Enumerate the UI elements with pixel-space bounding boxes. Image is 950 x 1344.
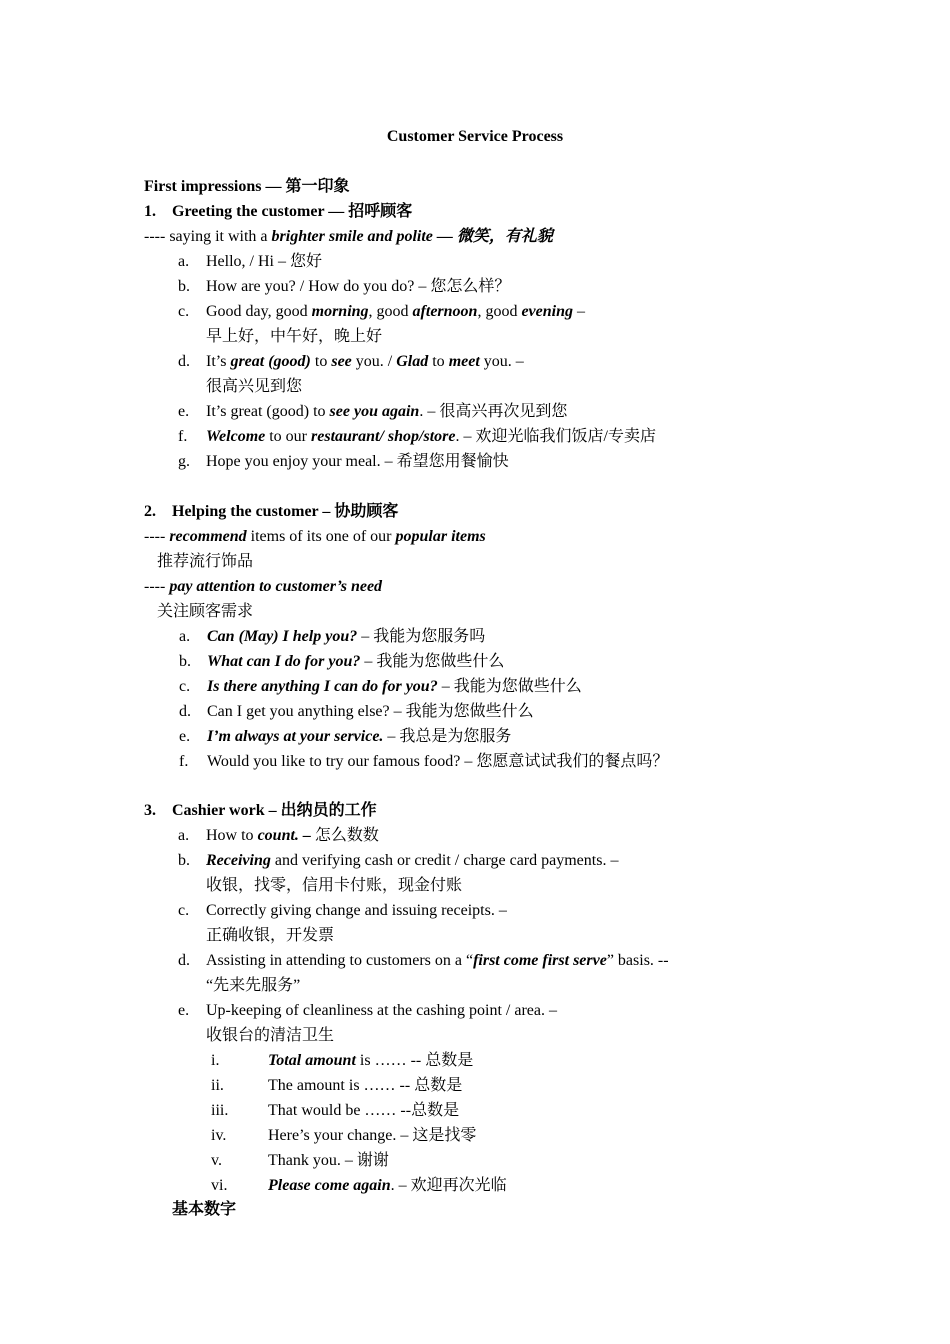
list-item-translation: 收银，找零，信用卡付账，现金付账 [206,877,463,894]
list-item-translation: 早上好，中午好，晚上好 [206,328,383,345]
list-marker: a. [178,253,190,270]
list-item: How to count. – 怎么数数 [206,827,379,844]
list-item: Assisting in attending to customers on a “first come first serve” basis. -- [206,952,669,969]
list-item: Can I get you anything else? – 我能为您做些什么 [207,703,534,720]
list-item: Welcome to our restaurant/ shop/store. – 欢迎光临我们饭店/专卖店 [206,428,656,445]
sublist-item: Total amount is …… -- 总数是 [268,1052,474,1069]
list-marker: g. [178,453,190,470]
list-item: Can (May) I help you? – 我能为您服务吗 [207,628,486,645]
sublist-marker: v. [211,1152,222,1169]
section-heading: First impressions — 第一印象 [144,178,350,195]
sublist-item: That would be …… --总数是 [268,1102,460,1119]
list-item: It’s great (good) to see you. / Glad to meet you. – [206,353,524,370]
list-marker: b. [178,852,190,869]
list-item: What can I do for you? – 我能为您做些什么 [207,653,505,670]
document-title: Customer Service Process [386,128,564,145]
sublist-item: Thank you. – 谢谢 [268,1152,389,1169]
sublist-marker: iii. [211,1102,229,1119]
lead-line: ---- recommend items of its one of our popular items [144,528,486,545]
list-marker: b. [178,278,190,295]
list-item: Would you like to try our famous food? – 您愿意试试我们的餐点吗？ [207,753,669,770]
list-marker: c. [179,678,191,695]
list-item: Is there anything I can do for you? – 我能为您做些什么 [207,678,582,695]
list-marker: d. [178,952,190,969]
footer-heading: 基本数字 [172,1201,237,1218]
list-marker: e. [179,728,191,745]
lead-translation: 推荐流行饰品 [157,553,254,570]
list-item: I’m always at your service. – 我总是为您服务 [207,728,512,745]
list-item: Up-keeping of cleanliness at the cashing point / area. – [206,1002,557,1019]
sublist-item: The amount is …… -- 总数是 [268,1077,463,1094]
sublist-marker: i. [211,1052,220,1069]
list-marker: c. [178,902,190,919]
section-heading-greeting: Greeting the customer — 招呼顾客 [172,203,413,220]
list-item-translation: 收银台的清洁卫生 [206,1027,335,1044]
sublist-marker: ii. [211,1077,224,1094]
list-marker: d. [178,353,190,370]
list-marker: a. [178,827,190,844]
list-item: Hello, / Hi – 您好 [206,253,322,270]
list-item: Correctly giving change and issuing receipts. – [206,902,507,919]
list-marker: b. [179,653,191,670]
list-item-translation: “先来先服务” [206,977,301,994]
list-item: Hope you enjoy your meal. – 希望您用餐愉快 [206,453,509,470]
sublist-marker: vi. [211,1177,228,1194]
section-number: 2. [144,503,156,520]
section-number: 3. [144,802,156,819]
list-item: It’s great (good) to see you again. – 很高兴再次见到您 [206,403,568,420]
list-marker: f. [178,428,188,445]
lead-translation: 关注顾客需求 [157,603,254,620]
lead-line: ---- pay attention to customer’s need [144,578,383,595]
list-item-translation: 正确收银，开发票 [206,927,335,944]
section-number: 1. [144,203,156,220]
list-marker: f. [179,753,189,770]
list-marker: c. [178,303,190,320]
section-heading-cashier: Cashier work – 出纳员的工作 [172,802,377,819]
list-item: Receiving and verifying cash or credit / charge card payments. – [206,852,619,869]
sublist-marker: iv. [211,1127,227,1144]
list-item-translation: 很高兴见到您 [206,378,303,395]
sublist-item: Please come again. – 欢迎再次光临 [268,1177,507,1194]
list-marker: e. [178,403,190,420]
section-heading-helping: Helping the customer – 协助顾客 [172,503,399,520]
list-item: How are you? / How do you do? – 您怎么样？ [206,278,511,295]
list-marker: d. [179,703,191,720]
list-marker: a. [179,628,191,645]
lead-line: ---- saying it with a brighter smile and polite — 微笑，有礼貌 [144,228,553,245]
sublist-item: Here’s your change. – 这是找零 [268,1127,477,1144]
list-marker: e. [178,1002,190,1019]
list-item: Good day, good morning, good afternoon, good evening – [206,303,585,320]
